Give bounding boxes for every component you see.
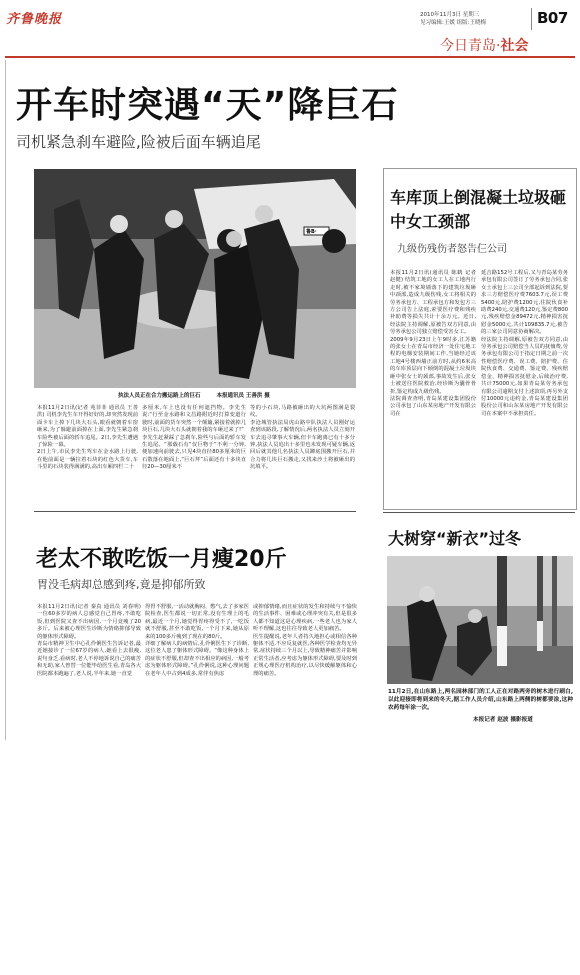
story2-column-1: 本报11月2日讯(通讯员 陈鹤 记者 赵健) 结筑工地的女工人在工地内行走时,被不家境墙落下的建筑垃圾砸中颈部,造成九级伤残,女工将相关的劳务承包方、工程承包方和发包方三方公司告上法庭,索要医疗费和残疾补助费等损失共计十余万元。近日,经法院主持调解,原被告双方同意,由劳务承包公司独立赔偿受害女工。 2009年9月23日上午9时多,江苏籍的张女士在青岛市经济一处住宅地工程的电梯安装期间工作,当她经过该工地4号楼西墙正前方时,从约6米高的车库顶层向下倾倒的混凝土垃圾块砸中张女士的颈部,事故发生后,张女士被送往医院救治,经诊断为囊骨骨折,鉴定构成九级伤残。 法院调查查明,青岛某建设集团股份公司承包了山东某房地产开发有限公司在 xyxy=(390,270,476,417)
story4-credit: 本报记者 赵波 摄影报道 xyxy=(473,717,533,723)
story4-photo-image xyxy=(387,556,573,684)
section-prefix: 今日青岛· xyxy=(440,38,501,54)
story1-column-2: 多厘米,车上也没有任何遮挡物。李先生说:“行至金水路和文昌路附近时打算变道行驶时,前面的货车突然一个颠簸,紧接着就掉几块巨石,几块大石头就朝着我的车砸过来了!” 李先生赶紧踩了急刹车,险些与后面的轿车发生追尾。“那载石有“仅巨物于”不利一分钟,便加速向前驶去,只见4块直径80多厘米的巨石散落在地面上,“巨石拜”后面还有十多块直径20—30厘米不 xyxy=(142,405,247,471)
date-line: 2010年11月3日 星期三 xyxy=(420,12,480,18)
story3-headline: 老太不敢吃饭一月瘦20斤 xyxy=(36,547,287,572)
section-name: 社会 xyxy=(500,38,529,54)
story1-subhead: 司机紧急刹车避险,险被后面车辆追尾 xyxy=(16,133,261,151)
story1-column-1: 本报11月2日讯(记者 苑菲菲 通讯员 王善洪) 司机李先生车开得好好的,却突然发现前面卡车上掉下几块大石头,眼看就朝着车窗砸来,为了躲避前面掉在上面,李先生紧急刹车险些被后面的轿车追尾。2日,李先生遭遇了惊险一幕。 2日上午,市民李先生驾车在金水路上行驶,在他前面是一辆拉着石块的红色大货车,车斗里的石块装得满满的,高出车厢四栏二十 xyxy=(37,405,138,471)
story4-photo xyxy=(387,556,573,684)
story3-column-1: 本报11月2日讯(记者 秦真 通讯员 刘春明) 一位60多岁的病人总感觉自己胃疼,不敢吃饭,但到医院又查不出病因,一个月竟瘦了20多斤。后来被心理医生诊断为情绪抑郁导致的躯体形式障碍。 青岛市精神卫生中心孔伶俐医生告诉记者,最近她接诊了一位67岁的病人,她看上去很瘦,说句身乏,看病时,老人不停地诉说自己的痛苦和无助,家人曾替一位能毕给医生看,青岛各大医院都本跑遍了,老人说,半年来,她一直觉 xyxy=(37,604,142,677)
story1-headline: 开车时突遇“天”降巨石 xyxy=(16,85,399,126)
story1-caption-text: 执法人员正在合力搬运路上的巨石 xyxy=(118,393,201,399)
story1-column-3: 等的小石块,马路被砸出的大坑两图满是裂纹。 李沧城管执法局虎山路中队执法人员刚好运查到该路段,了解情况后,两名执法人员立刻开车去追寻肇事大车辆,但卡车跑离已有十多分钟,执法人员追出十多里也未发现可疑车辆,返回后就其他几名执法人员蹲底围搬开巨石,并合力将几块巨石搬走,又找来沙土将被砸出的坑填平。 xyxy=(250,405,355,471)
story1-photo xyxy=(34,169,356,388)
story3-subhead: 胃没毛病却总感到疼,竟是抑郁所致 xyxy=(37,578,206,591)
story2-subhead: 九级伤残伤者怒告仨公司 xyxy=(397,244,507,255)
story3-column-3: 或抑郁情绪,而且症状的发生和持续与不愉快的生活事件、困难或心理冲突有关,但是很多人都不知道这是心理疾病,一些老人也为家人听不理解,这也往往导致老人更加痛苦。 医生提醒说,老年人者持久地担心或相信各种躯体不适,不应反复就医,各种医学检查均无异常,症状持续三个月以上,导致精神痛苦并影响正常生活者,应考虑为躯体形式障碍,要及时到正规心理医疗机构治疗,以尽快缓解躯体和心理的痛苦。 xyxy=(253,604,358,677)
story2-column-2: 延吉路152号工程后,又与青岛某劳务承包有限公司签订了劳务承包合同,张女士承包上三公司全部起诉到法院,要求三方赔偿医疗费7603.7元,误工费5400元,陪护费1200元,住院伙食补助费240元,交通费120元,鉴定费800元,残疾赔偿金89472元,精神损害抚慰金5000元,共计109835.7元,被告的三家公司同意协商解决。 经法院主持调解,原被告双方同意,由劳务承包公司赔偿当人员的抚恤费,劳务承包有限公司于指定日期之前一次性赔偿医疗费、误工费、陪护费、住院伙食费、交通费、鉴定费、残疾赔偿金、精神损害抚慰金,后续治疗费,共计75000元,如果青岛某劳务承包有限公司逾期支付上述款项,再另外支付10000元违约金,青岛某建设集团股份公司和山东某房地产开发有限公司在本案中不承担责任。 xyxy=(481,270,568,417)
story1-photo-credit: 本报通讯员 王善洪 摄 xyxy=(216,393,270,399)
masthead-rule xyxy=(5,56,575,58)
newspaper-logo: 齐鲁晚报 xyxy=(6,12,63,27)
story1-photo-caption xyxy=(118,391,270,399)
page-left-rule xyxy=(5,60,6,740)
story1-bottom-rule xyxy=(34,511,356,512)
page-number: B07 xyxy=(537,9,568,27)
story3-column-2: 得胃不舒服,一活动就胸闷、憋气,去了多家医院检查,医生都说一切正常,没有生理上的毛病,最近一个月,她觉得胃疼得受不了,一吃饭就不舒服,甚至不敢吃饭,一个月下来,她从原来的100多斤瘦到了现在的80斤。 详细了解病人的病情后,孔伶俐医生下了诊断,这位老人患了躯体形式障碍。“像这种身体上的症状不舒服,但却查不出相应的病因,一般考虑为躯体形式障碍。”孔伶俐说,这种心理问题在老年人中占到4成多,常伴有焦虑 xyxy=(145,604,250,677)
story4-top-rule xyxy=(383,512,575,513)
story4-caption: 11月2日,在山东路上,两名园林部门的工人正在对路两旁的树木进行刷白,以此迎接即将到来的冬天,据工作人员介绍,山东路上两侧的树都要涂,这种农药每年涂一次。 xyxy=(388,689,573,711)
editor-line: 见习编辑:王媛 组版:王晓梅 xyxy=(420,20,486,26)
license-plate: 鲁B· xyxy=(306,229,317,235)
story2-headline: 车库顶上倒混凝土垃圾砸中女工颈部 xyxy=(390,188,567,231)
section-header xyxy=(440,35,528,55)
story1-photo-image xyxy=(34,169,356,388)
masthead-divider xyxy=(531,8,532,30)
story4-headline: 大树穿“新衣”过冬 xyxy=(388,529,522,548)
